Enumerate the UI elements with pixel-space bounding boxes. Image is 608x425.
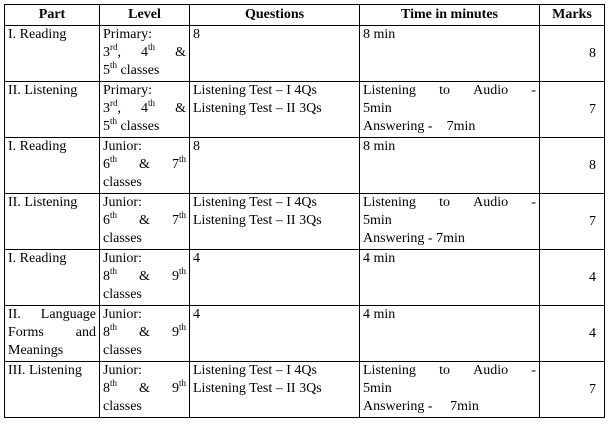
time-cell: 4 min <box>360 250 540 306</box>
marks-cell: 7 <box>540 82 605 138</box>
part-cell: I. Reading <box>5 26 100 82</box>
part-cell: I. Reading <box>5 138 100 194</box>
header-marks: Marks <box>540 5 605 26</box>
marks-cell: 4 <box>540 306 605 362</box>
questions-cell: 8 <box>190 26 360 82</box>
header-row <box>5 5 605 26</box>
level-cell: Junior: 8th & 9th classes <box>100 362 190 418</box>
table-row <box>5 250 605 306</box>
header-questions: Questions <box>190 5 360 26</box>
time-cell: Listening to Audio - 5min Answering - 7min <box>360 82 540 138</box>
header-time: Time in minutes <box>360 5 540 26</box>
time-cell: Listening to Audio - 5min Answering - 7min <box>360 362 540 418</box>
time-cell: 8 min <box>360 138 540 194</box>
level-cell: Primary: 3rd, 4th & 5th classes <box>100 26 190 82</box>
table-row <box>5 306 605 362</box>
table-row <box>5 362 605 418</box>
part-cell: II. Listening <box>5 82 100 138</box>
marks-cell: 8 <box>540 26 605 82</box>
part-cell: II. Listening <box>5 194 100 250</box>
part-cell: II. Language Forms and Meanings <box>5 306 100 362</box>
part-cell: I. Reading <box>5 250 100 306</box>
questions-cell: 8 <box>190 138 360 194</box>
marks-cell: 8 <box>540 138 605 194</box>
questions-cell: Listening Test – I 4Qs Listening Test – II 3Qs <box>190 194 360 250</box>
time-cell: 4 min <box>360 306 540 362</box>
level-cell: Junior: 6th & 7th classes <box>100 194 190 250</box>
test-structure-table <box>4 4 605 418</box>
marks-cell: 7 <box>540 194 605 250</box>
part-cell: III. Listening <box>5 362 100 418</box>
level-cell: Junior: 6th & 7th classes <box>100 138 190 194</box>
marks-cell: 4 <box>540 250 605 306</box>
questions-cell: 4 <box>190 250 360 306</box>
level-cell: Primary: 3rd, 4th & 5th classes <box>100 82 190 138</box>
level-cell: Junior: 8th & 9th classes <box>100 250 190 306</box>
time-cell: 8 min <box>360 26 540 82</box>
table-row <box>5 82 605 138</box>
header-level: Level <box>100 5 190 26</box>
level-cell: Junior: 8th & 9th classes <box>100 306 190 362</box>
table-row <box>5 138 605 194</box>
time-cell: Listening to Audio - 5min Answering - 7min <box>360 194 540 250</box>
questions-cell: 4 <box>190 306 360 362</box>
marks-cell: 7 <box>540 362 605 418</box>
table-row <box>5 26 605 82</box>
questions-cell: Listening Test – I 4Qs Listening Test – II 3Qs <box>190 82 360 138</box>
table-row <box>5 194 605 250</box>
questions-cell: Listening Test – I 4Qs Listening Test – II 3Qs <box>190 362 360 418</box>
header-part: Part <box>5 5 100 26</box>
